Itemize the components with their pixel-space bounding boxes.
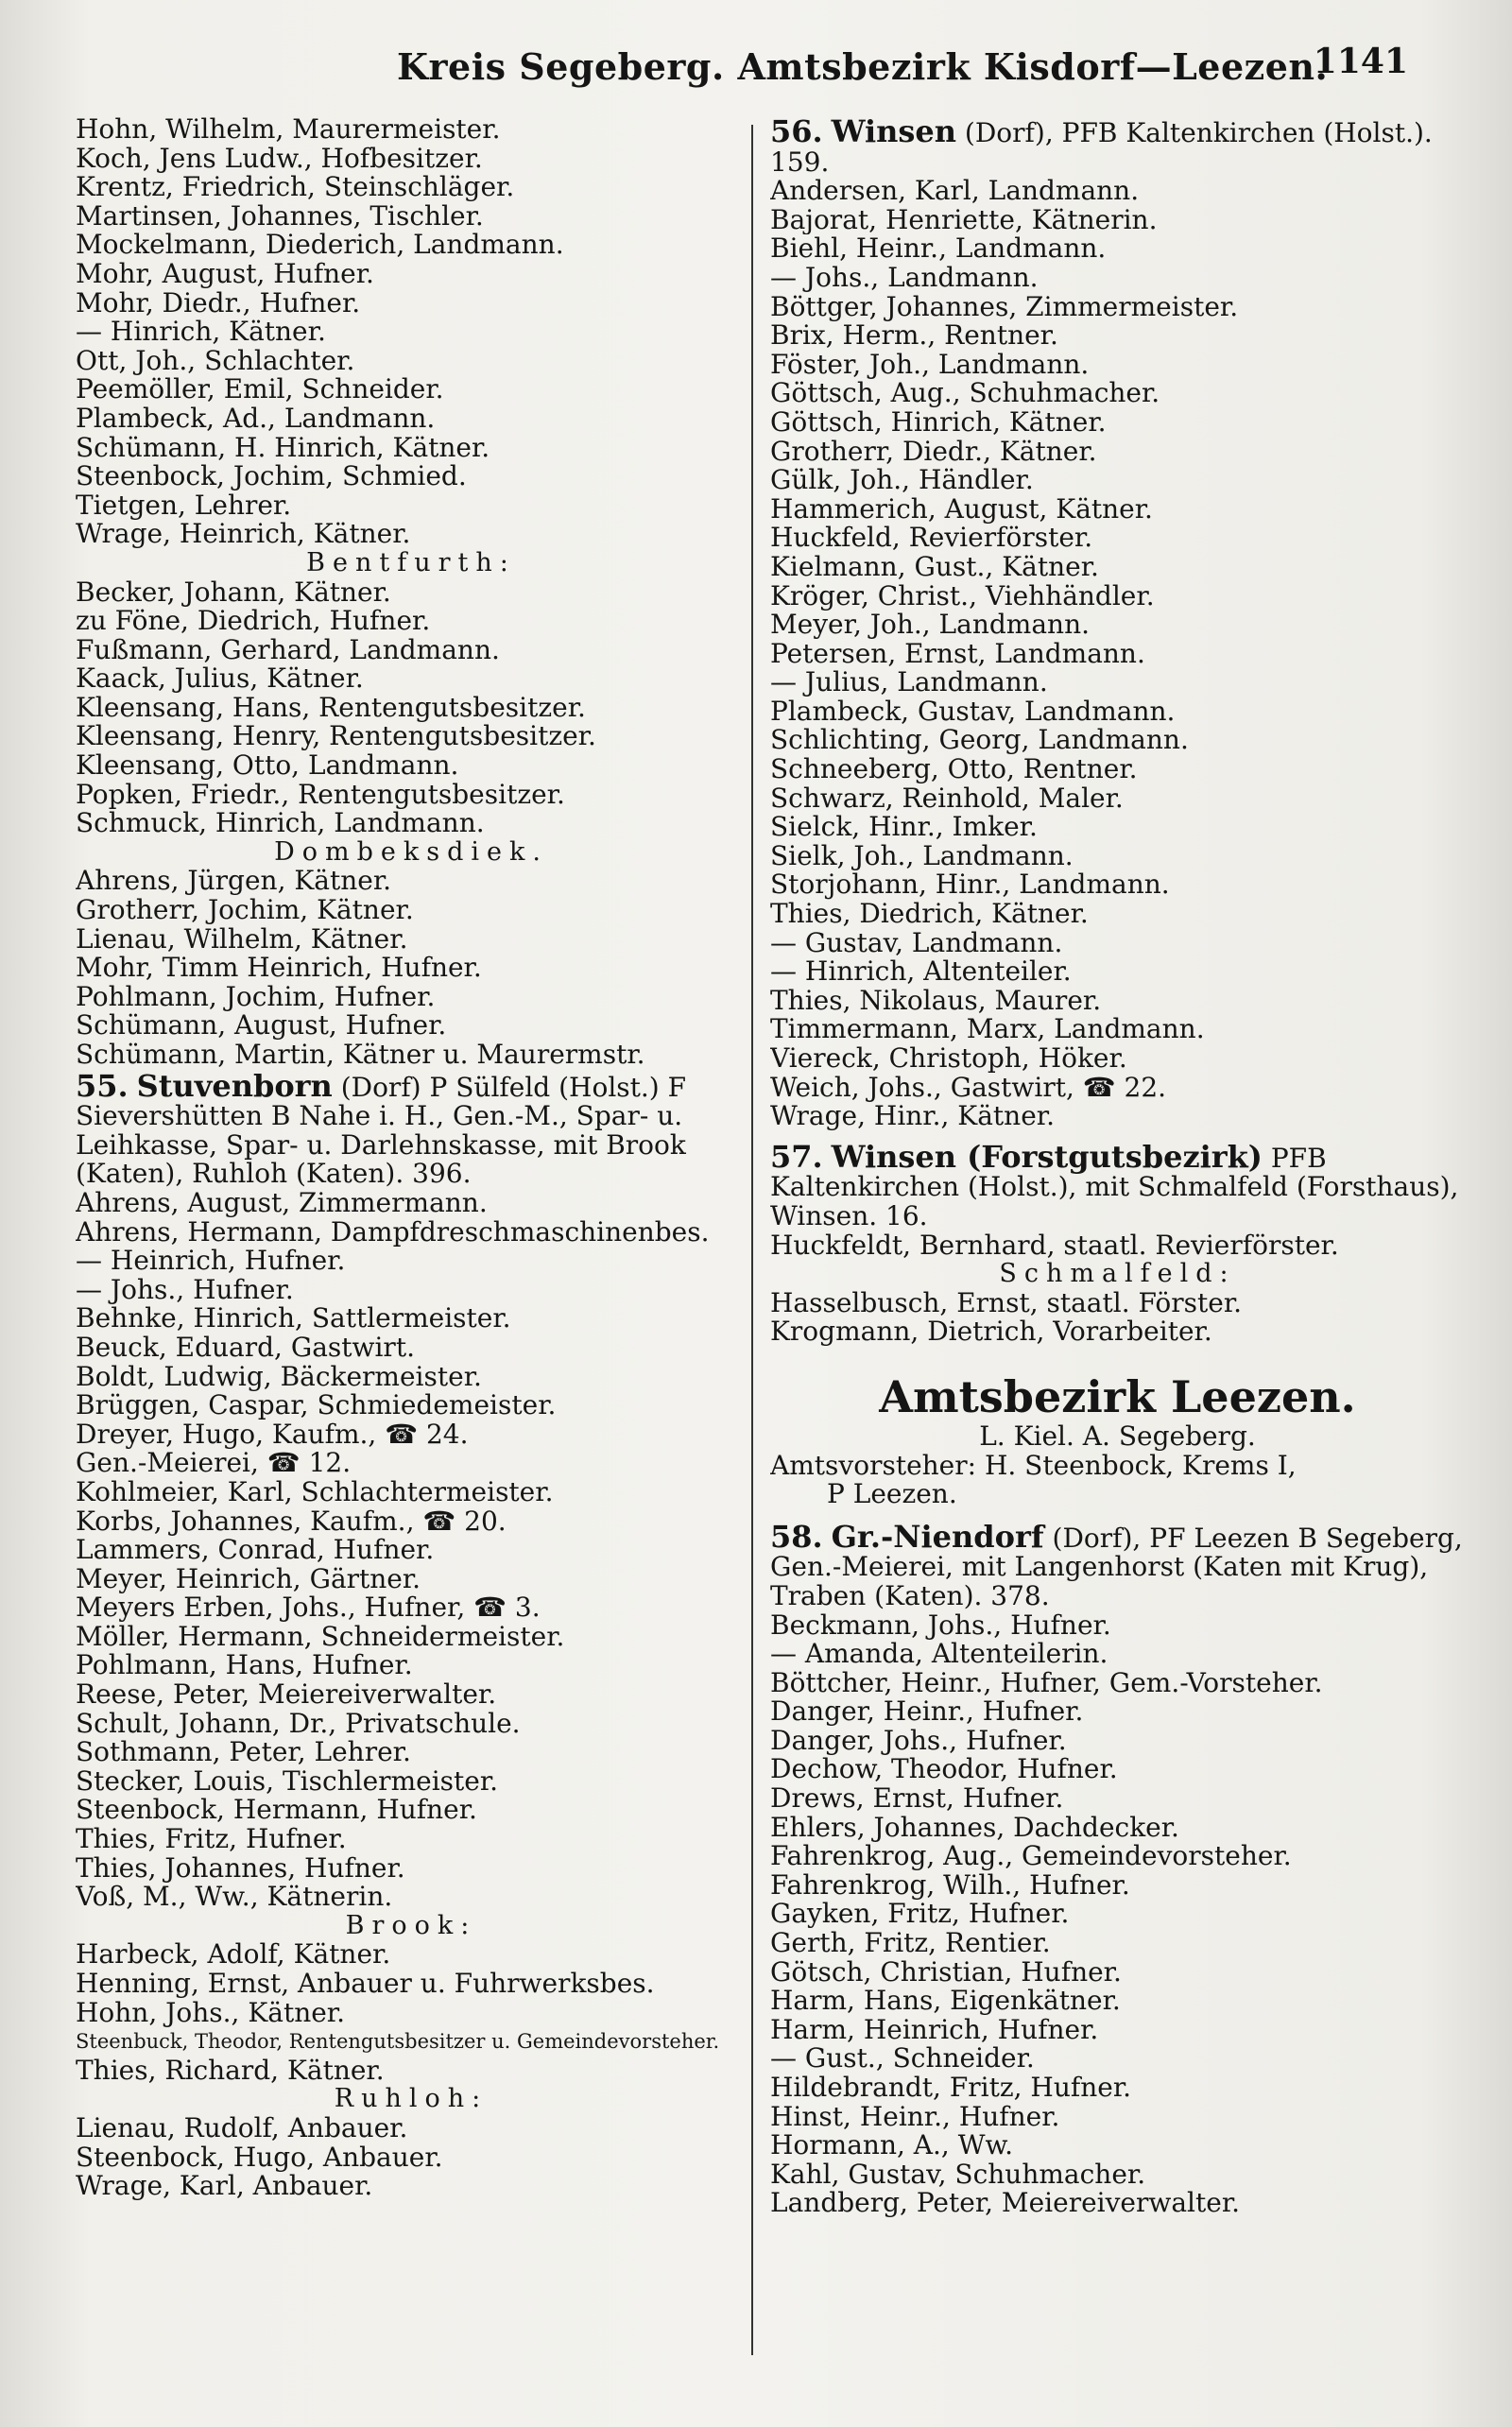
directory-entry: Schümann, August, Hufner. — [76, 1011, 447, 1041]
directory-entry: Danger, Heinr., Hufner. — [770, 1697, 1084, 1727]
directory-entry: Sielk, Joh., Landmann. — [770, 841, 1074, 871]
entry-list-dombeksdiek — [76, 867, 747, 1069]
directory-entry: Göttsch, Hinrich, Kätner. — [770, 407, 1107, 438]
directory-entry: Hohn, Johs., Kätner. — [76, 1998, 346, 2028]
directory-entry: Steenbock, Hugo, Anbauer. — [76, 2143, 443, 2173]
directory-entry: — Johs., Hufner. — [76, 1275, 294, 1305]
directory-entry: Kleensang, Henry, Rentengutsbesitzer. — [76, 722, 596, 752]
directory-entry: Meyer, Heinrich, Gärtner. — [76, 1564, 421, 1594]
directory-entry: Kohlmeier, Karl, Schlachtermeister. — [76, 1477, 554, 1507]
directory-entry: — Hinrich, Kätner. — [76, 318, 326, 347]
directory-entry: Stecker, Louis, Tischlermeister. — [76, 1766, 499, 1797]
directory-entry: Plambeck, Gustav, Landmann. — [770, 697, 1176, 727]
entry-list-gr-niendorf — [770, 1611, 1465, 2218]
directory-entry: Gayken, Fritz, Hufner. — [770, 1900, 1070, 1930]
directory-entry: Kahl, Gustav, Schuhmacher. — [770, 2160, 1146, 2190]
directory-entry: Kielmann, Gust., Kätner. — [770, 552, 1099, 582]
directory-entry: Steenbuck, Theodor, Rentengutsbesitzer u. Gemeindevorsteher. — [76, 2030, 720, 2054]
directory-entry: Dreyer, Hugo, Kaufm., ☎ 24. — [76, 1420, 469, 1450]
directory-entry: Wrage, Karl, Anbauer. — [76, 2172, 373, 2201]
directory-entry: Brüggen, Caspar, Schmiedemeister. — [76, 1391, 557, 1420]
directory-entry: Gerth, Fritz, Rentier. — [770, 1929, 1051, 1958]
directory-entry: Dechow, Theodor, Hufner. — [770, 1755, 1118, 1785]
section-57-heading — [770, 1138, 1465, 1231]
directory-entry: Krentz, Friedrich, Steinschläger. — [76, 173, 515, 202]
directory-entry: Schmuck, Hinrich, Landmann. — [76, 809, 485, 838]
directory-entry: Biehl, Heinr., Landmann. — [770, 234, 1107, 264]
entry-list-stuvenborn — [76, 1189, 747, 1912]
subheading-dombeksdiek: Dombeksdiek. — [274, 836, 548, 867]
directory-entry: Thies, Johannes, Hufner. — [76, 1853, 405, 1884]
directory-entry: Mohr, Timm Heinrich, Hufner. — [76, 954, 482, 983]
directory-entry: — Julius, Landmann. — [770, 668, 1048, 697]
directory-entry: Böttger, Johannes, Zimmermeister. — [770, 292, 1239, 322]
directory-entry: Sielck, Hinr., Imker. — [770, 813, 1038, 842]
directory-entry: Peemöller, Emil, Schneider. — [76, 375, 444, 404]
directory-entry: Mockelmann, Diederich, Landmann. — [76, 231, 564, 260]
directory-entry: Schult, Johann, Dr., Privatschule. — [76, 1709, 521, 1739]
directory-entry: Korbs, Johannes, Kaufm., ☎ 20. — [76, 1506, 507, 1537]
directory-entry: — Amanda, Altenteilerin. — [770, 1640, 1108, 1669]
directory-entry: Behnke, Hinrich, Sattlermeister. — [76, 1304, 511, 1334]
entry-list-ruhloh — [76, 2114, 747, 2201]
directory-entry: Krogmann, Dietrich, Vorarbeiter. — [770, 1317, 1212, 1347]
place-name: Winsen (Forstgutsbezirk) — [831, 1138, 1263, 1175]
directory-entry: — Hinrich, Altenteiler. — [770, 957, 1072, 987]
directory-entry: Reese, Peter, Meiereiverwalter. — [76, 1680, 497, 1710]
directory-entry: Lienau, Wilhelm, Kätner. — [76, 924, 408, 955]
directory-entry: Grotherr, Jochim, Kätner. — [76, 896, 414, 925]
directory-entry: — Gustav, Landmann. — [770, 928, 1063, 958]
place-description: PFB Kaltenkirchen (Holst.), mit Schmalfeld (Forsthaus), Winsen. 16. — [770, 1142, 1459, 1231]
directory-entry: — Heinrich, Hufner. — [76, 1247, 346, 1276]
section-56-heading — [770, 113, 1465, 178]
directory-entry: Hasselbusch, Ernst, staatl. Förster. — [770, 1288, 1243, 1318]
directory-entry: Pohlmann, Jochim, Hufner. — [76, 982, 436, 1012]
entry-list-top — [76, 115, 747, 549]
directory-entry: Harbeck, Adolf, Kätner. — [76, 1940, 391, 1970]
directory-entry: Viereck, Christoph, Höker. — [770, 1044, 1127, 1074]
directory-entry: Götsch, Christian, Hufner. — [770, 1957, 1122, 1988]
directory-entry: Schümann, H. Hinrich, Kätner. — [76, 433, 490, 463]
directory-entry: Gen.-Meierei, ☎ 12. — [76, 1449, 352, 1478]
directory-entry: Meyers Erben, Johs., Hufner, ☎ 3. — [76, 1593, 541, 1623]
directory-entry: Huckfeldt, Bernhard, staatl. Revierförster. — [770, 1231, 1339, 1261]
entry-list-brook — [76, 1940, 747, 2085]
amtsbezirk-subline: L. Kiel. A. Segeberg. — [979, 1420, 1256, 1452]
directory-entry: Plambeck, Ad., Landmann. — [76, 404, 436, 434]
directory-entry: Timmermann, Marx, Landmann. — [770, 1015, 1205, 1044]
directory-entry: Wrage, Hinr., Kätner. — [770, 1102, 1055, 1131]
directory-entry: Harm, Hans, Eigenkätner. — [770, 1987, 1121, 2016]
directory-entry: Weich, Johs., Gastwirt, ☎ 22. — [770, 1073, 1167, 1103]
directory-entry: Koch, Jens Ludw., Hofbesitzer. — [76, 144, 483, 174]
directory-entry: Fahrenkrog, Wilh., Hufner. — [770, 1870, 1130, 1901]
left-column — [76, 115, 747, 2201]
directory-entry: Böttcher, Heinr., Hufner, Gem.-Vorsteher. — [770, 1668, 1323, 1698]
directory-entry: Martinsen, Johannes, Tischler. — [76, 201, 484, 232]
page-number: 1141 — [1313, 42, 1408, 81]
directory-entry: Boldt, Ludwig, Bäckermeister. — [76, 1362, 482, 1392]
directory-entry: Ahrens, Hermann, Dampfdreschmaschinenbes. — [76, 1217, 710, 1248]
section-number: 55. — [76, 1067, 129, 1104]
directory-entry: Thies, Fritz, Hufner. — [76, 1825, 347, 1854]
section-number: 56. — [770, 113, 823, 149]
subheading-ruhloh: Ruhloh: — [334, 2084, 489, 2114]
running-title: Kreis Segeberg. Amtsbezirk Kisdorf—Leezen. — [397, 45, 1329, 88]
directory-entry: Hohn, Wilhelm, Maurermeister. — [76, 115, 501, 145]
directory-entry: zu Föne, Diedrich, Hufner. — [76, 607, 431, 636]
directory-entry: Andersen, Karl, Landmann. — [770, 177, 1140, 206]
place-name: Winsen — [831, 113, 957, 149]
entry-list-schmalfeld — [770, 1289, 1465, 1347]
directory-entry: Gülk, Joh., Händler. — [770, 466, 1034, 495]
directory-entry: Meyer, Joh., Landmann. — [770, 611, 1091, 640]
directory-entry: Lammers, Conrad, Hufner. — [76, 1536, 435, 1565]
page-header — [76, 38, 1455, 104]
directory-entry: Möller, Hermann, Schneidermeister. — [76, 1622, 565, 1652]
amtsbezirk-heading: Amtsbezirk Leezen. — [879, 1370, 1356, 1422]
directory-entry: Kleensang, Hans, Rentengutsbesitzer. — [76, 693, 586, 723]
directory-entry: Ehlers, Johannes, Dachdecker. — [770, 1813, 1179, 1843]
directory-entry: — Johs., Landmann. — [770, 263, 1039, 293]
column-divider — [751, 125, 753, 2355]
directory-entry: Ahrens, August, Zimmermann. — [76, 1188, 488, 1218]
directory-entry: Fußmann, Gerhard, Landmann. — [76, 635, 500, 665]
place-name: Stuvenborn — [136, 1067, 333, 1104]
directory-entry: Harm, Heinrich, Hufner. — [770, 2015, 1099, 2045]
directory-entry: Bajorat, Henriette, Kätnerin. — [770, 205, 1158, 235]
directory-entry: Thies, Richard, Kätner. — [76, 2056, 385, 2086]
directory-entry: Hormann, A., Ww. — [770, 2131, 1014, 2160]
directory-entry: Storjohann, Hinr., Landmann. — [770, 870, 1170, 901]
directory-entry: Kleensang, Otto, Landmann. — [76, 751, 459, 781]
place-description: (Dorf), PFB Kaltenkirchen (Holst.). 159. — [770, 117, 1433, 178]
section-number: 57. — [770, 1138, 823, 1175]
directory-entry: Steenbock, Hermann, Hufner. — [76, 1796, 477, 1826]
directory-entry: Drews, Ernst, Hufner. — [770, 1784, 1064, 1814]
directory-entry: Föster, Joh., Landmann. — [770, 350, 1090, 380]
entry-list-bentfurth — [76, 578, 747, 838]
directory-entry: Fahrenkrog, Aug., Gemeindevorsteher. — [770, 1842, 1292, 1871]
directory-entry: Thies, Diedrich, Kätner. — [770, 900, 1089, 929]
directory-entry: Sothmann, Peter, Lehrer. — [76, 1738, 411, 1767]
directory-entry: Schümann, Martin, Kätner u. Maurermstr. — [76, 1041, 645, 1070]
directory-entry: Tietgen, Lehrer. — [76, 491, 292, 521]
directory-entry: Lienau, Rudolf, Anbauer. — [76, 2113, 408, 2143]
directory-entry: Schlichting, Georg, Landmann. — [770, 726, 1189, 756]
directory-entry: Steenbock, Jochim, Schmied. — [76, 462, 467, 491]
place-description: (Dorf), PF Leezen B Segeberg, Gen.-Meierei, mit Langenhorst (Katen mit Krug), Traben (Katen). 378. — [770, 1522, 1463, 1611]
directory-entry: Becker, Johann, Kätner. — [76, 577, 391, 608]
directory-entry: Beuck, Eduard, Gastwirt. — [76, 1333, 415, 1363]
directory-entry: Brix, Herm., Rentner. — [770, 321, 1058, 351]
directory-entry: Wrage, Heinrich, Kätner. — [76, 520, 411, 549]
directory-entry: Hildebrandt, Fritz, Hufner. — [770, 2074, 1132, 2103]
entry-list-winsen-forst — [770, 1231, 1465, 1261]
section-55-heading — [76, 1067, 747, 1190]
place-description: (Dorf) P Sülfeld (Holst.) F Sievershütten B Nahe i. H., Gen.-M., Spar- u. Leihkasse, Spar- u. Darlehnskasse, mit Brook (Katen), Ruhloh (Katen). 396. — [76, 1071, 687, 1190]
subheading-schmalfeld: Schmalfeld: — [999, 1259, 1236, 1289]
directory-entry: Kaack, Julius, Kätner. — [76, 664, 364, 694]
directory-entry: — Gust., Schneider. — [770, 2044, 1035, 2074]
directory-entry: Kröger, Christ., Viehhändler. — [770, 581, 1155, 611]
place-name: Gr.-Niendorf — [831, 1518, 1044, 1555]
directory-entry: Danger, Johs., Hufner. — [770, 1726, 1067, 1756]
amtsvorsteher-line: Amtsvorsteher: H. Steenbock, Krems I, — [770, 1451, 1297, 1481]
section-58-heading — [770, 1518, 1465, 1611]
subheading-bentfurth: Bentfurth: — [306, 547, 516, 577]
directory-entry: Göttsch, Aug., Schuhmacher. — [770, 379, 1160, 408]
section-number: 58. — [770, 1518, 823, 1555]
subheading-brook: Brook: — [345, 1910, 477, 1940]
directory-entry: Hammerich, August, Kätner. — [770, 494, 1153, 525]
entry-list-winsen — [770, 177, 1465, 1131]
directory-entry: Beckmann, Johs., Hufner. — [770, 1610, 1111, 1641]
directory-entry: Voß, M., Ww., Kätnerin. — [76, 1883, 393, 1912]
directory-entry: Schwarz, Reinhold, Maler. — [770, 783, 1124, 814]
directory-entry: Pohlmann, Hans, Hufner. — [76, 1651, 413, 1681]
directory-entry: Petersen, Ernst, Landmann. — [770, 639, 1145, 669]
directory-entry: Mohr, August, Hufner. — [76, 259, 374, 289]
directory-entry: Landberg, Peter, Meiereiverwalter. — [770, 2189, 1241, 2218]
directory-entry: Schneeberg, Otto, Rentner. — [770, 755, 1138, 784]
directory-entry: Thies, Nikolaus, Maurer. — [770, 986, 1102, 1016]
amtsvorsteher-post: P Leezen. — [827, 1480, 957, 1509]
directory-entry: Hinst, Heinr., Hufner. — [770, 2102, 1060, 2132]
directory-entry: Henning, Ernst, Anbauer u. Fuhrwerksbes. — [76, 1970, 655, 1999]
directory-entry: Ott, Joh., Schlachter. — [76, 346, 355, 376]
directory-entry: Grotherr, Diedr., Kätner. — [770, 437, 1097, 467]
directory-entry: Popken, Friedr., Rentengutsbesitzer. — [76, 780, 565, 810]
directory-entry: Huckfeld, Revierförster. — [770, 524, 1093, 553]
directory-entry: Ahrens, Jürgen, Kätner. — [76, 867, 392, 897]
right-column — [770, 115, 1465, 2218]
directory-entry: Mohr, Diedr., Hufner. — [76, 288, 361, 318]
